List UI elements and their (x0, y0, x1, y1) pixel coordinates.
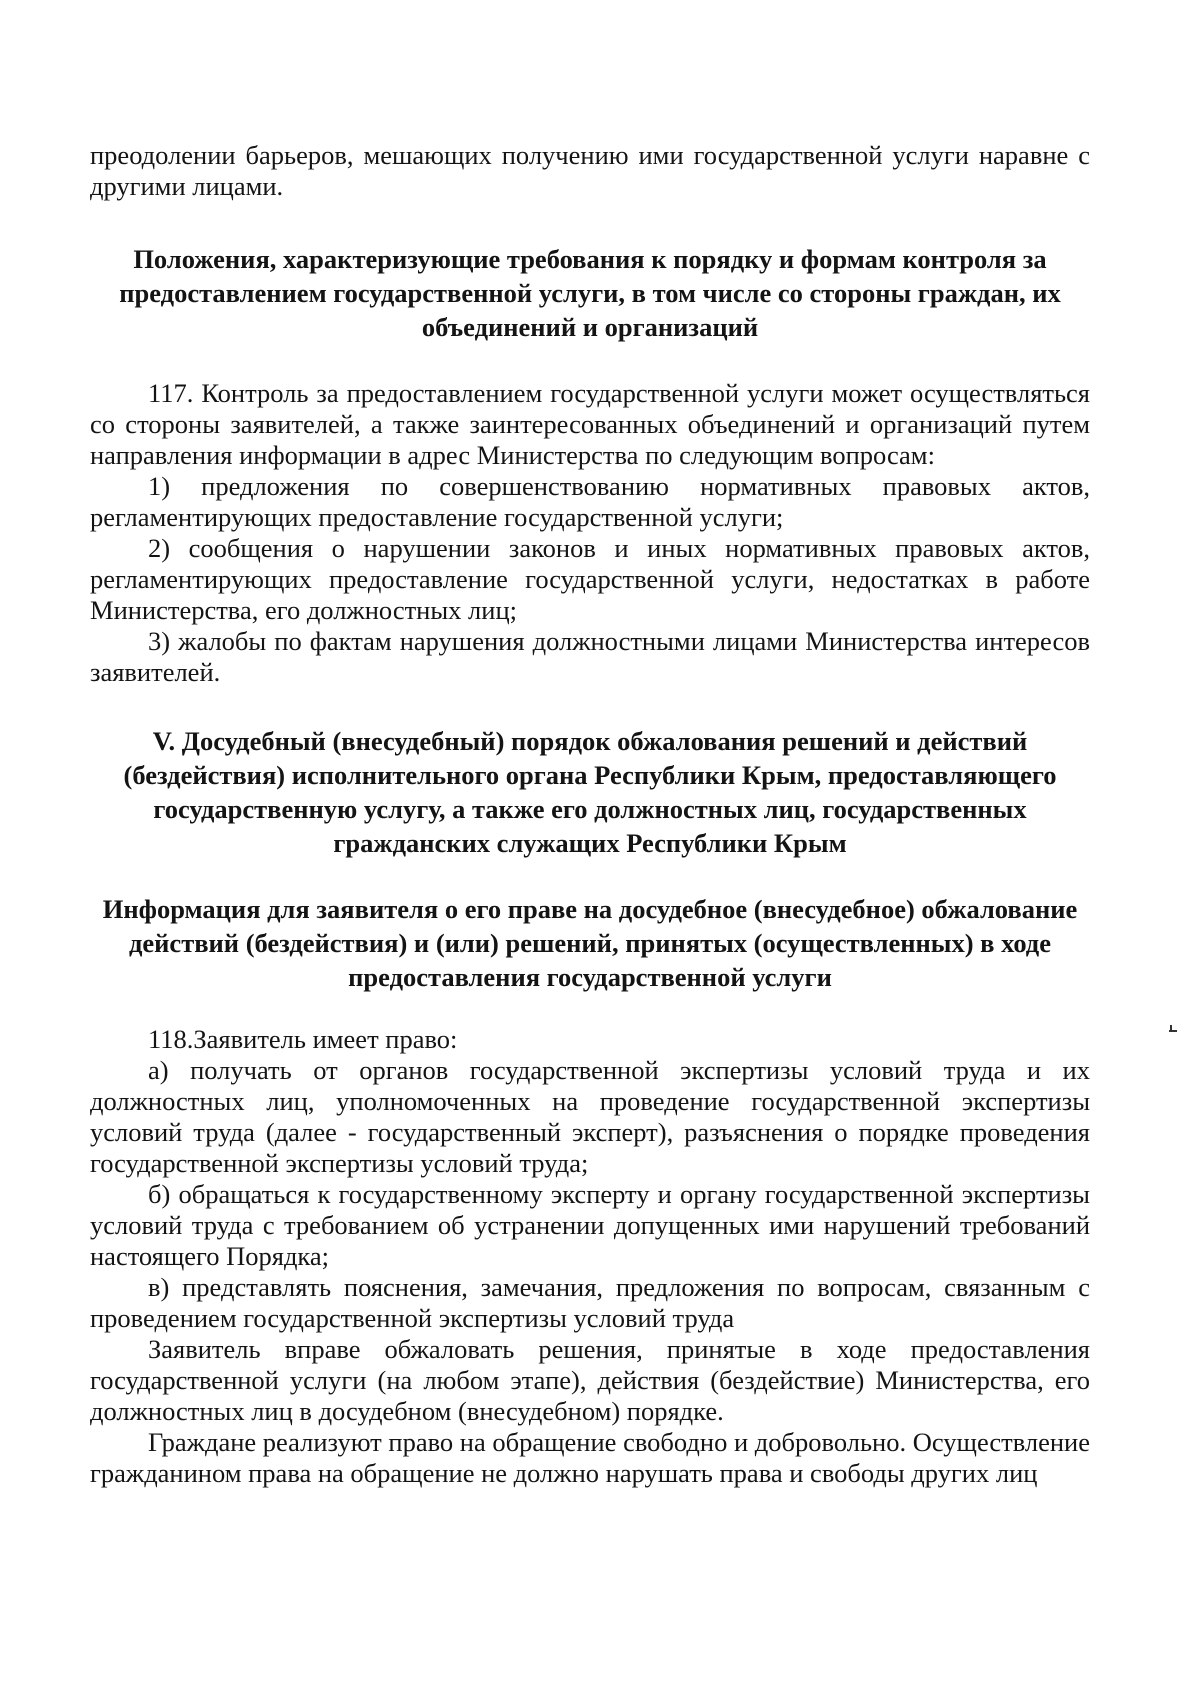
paragraph-citizens-right: Граждане реализуют право на обращение свободно и добровольно. Осуществление гражданином права на обращение не должно нарушать права и свободы других лиц (90, 1427, 1090, 1488)
list-item-117-3: 3) жалобы по фактам нарушения должностными лицами Министерства интересов заявителей. (90, 626, 1090, 687)
paragraph-117: 117. Контроль за предоставлением государственной услуги может осуществляться со стороны заявителей, а также заинтересованных объединений и организаций путем направления информации в адрес Министерства по следующим вопросам: (90, 378, 1090, 470)
list-item-118-a: а) получать от органов государственной экспертизы условий труда и их должностных лиц, уполномоченных на проведение государственной экспертизы условий труда (далее - государственный эксперт), разъяснения о порядке проведения государственной экспертизы условий труда; (90, 1055, 1090, 1178)
section-heading-appeal-info: Информация для заявителя о его праве на досудебное (внесудебное) обжалование действий (бездействия) и (или) решений, принятых (осуществленных) в ходе предоставления государственной услуги (102, 894, 1078, 992)
list-item-117-2: 2) сообщения о нарушении законов и иных нормативных правовых актов, регламентирующих предоставление государственной услуги, недостатках в работе Министерства, его должностных лиц; (90, 533, 1090, 625)
list-item-118-b: б) обращаться к государственному эксперту и органу государственной экспертизы условий труда с требованием об устранении допущенных ими нарушений требований настоящего Порядка; (90, 1179, 1090, 1271)
paragraph-appeal-right: Заявитель вправе обжаловать решения, принятые в ходе предоставления государственной услуги (на любом этапе), действия (бездействие) Министерства, его должностных лиц в досудебном (внесудебном) порядке. (90, 1334, 1090, 1426)
list-item-117-1: 1) предложения по совершенствованию нормативных правовых актов, регламентирующих предоставление государственной услуги; (90, 471, 1090, 532)
paragraph-118: 118.Заявитель имеет право: (148, 1024, 458, 1054)
scan-artifact-mark (1169, 1022, 1177, 1034)
list-item-118-v: в) представлять пояснения, замечания, предложения по вопросам, связанным с проведением государственной экспертизы условий труда (90, 1272, 1090, 1333)
paragraph-continuation: преодолении барьеров, мешающих получению ими государственной услуги наравне с другими лицами. (90, 140, 1090, 201)
document-page (90, 140, 1090, 1489)
section-heading-control: Положения, характеризующие требования к порядку и формам контроля за предоставлением государственной услуги, в том числе со стороны граждан, их объединений и организаций (119, 244, 1061, 342)
chapter-heading-v: V. Досудебный (внесудебный) порядок обжалования решений и действий (бездействия) исполнительного органа Республики Крым, предоставляющего государственную услугу, а также его должностных лиц, государственных гражданских служащих Республики Крым (123, 726, 1057, 858)
